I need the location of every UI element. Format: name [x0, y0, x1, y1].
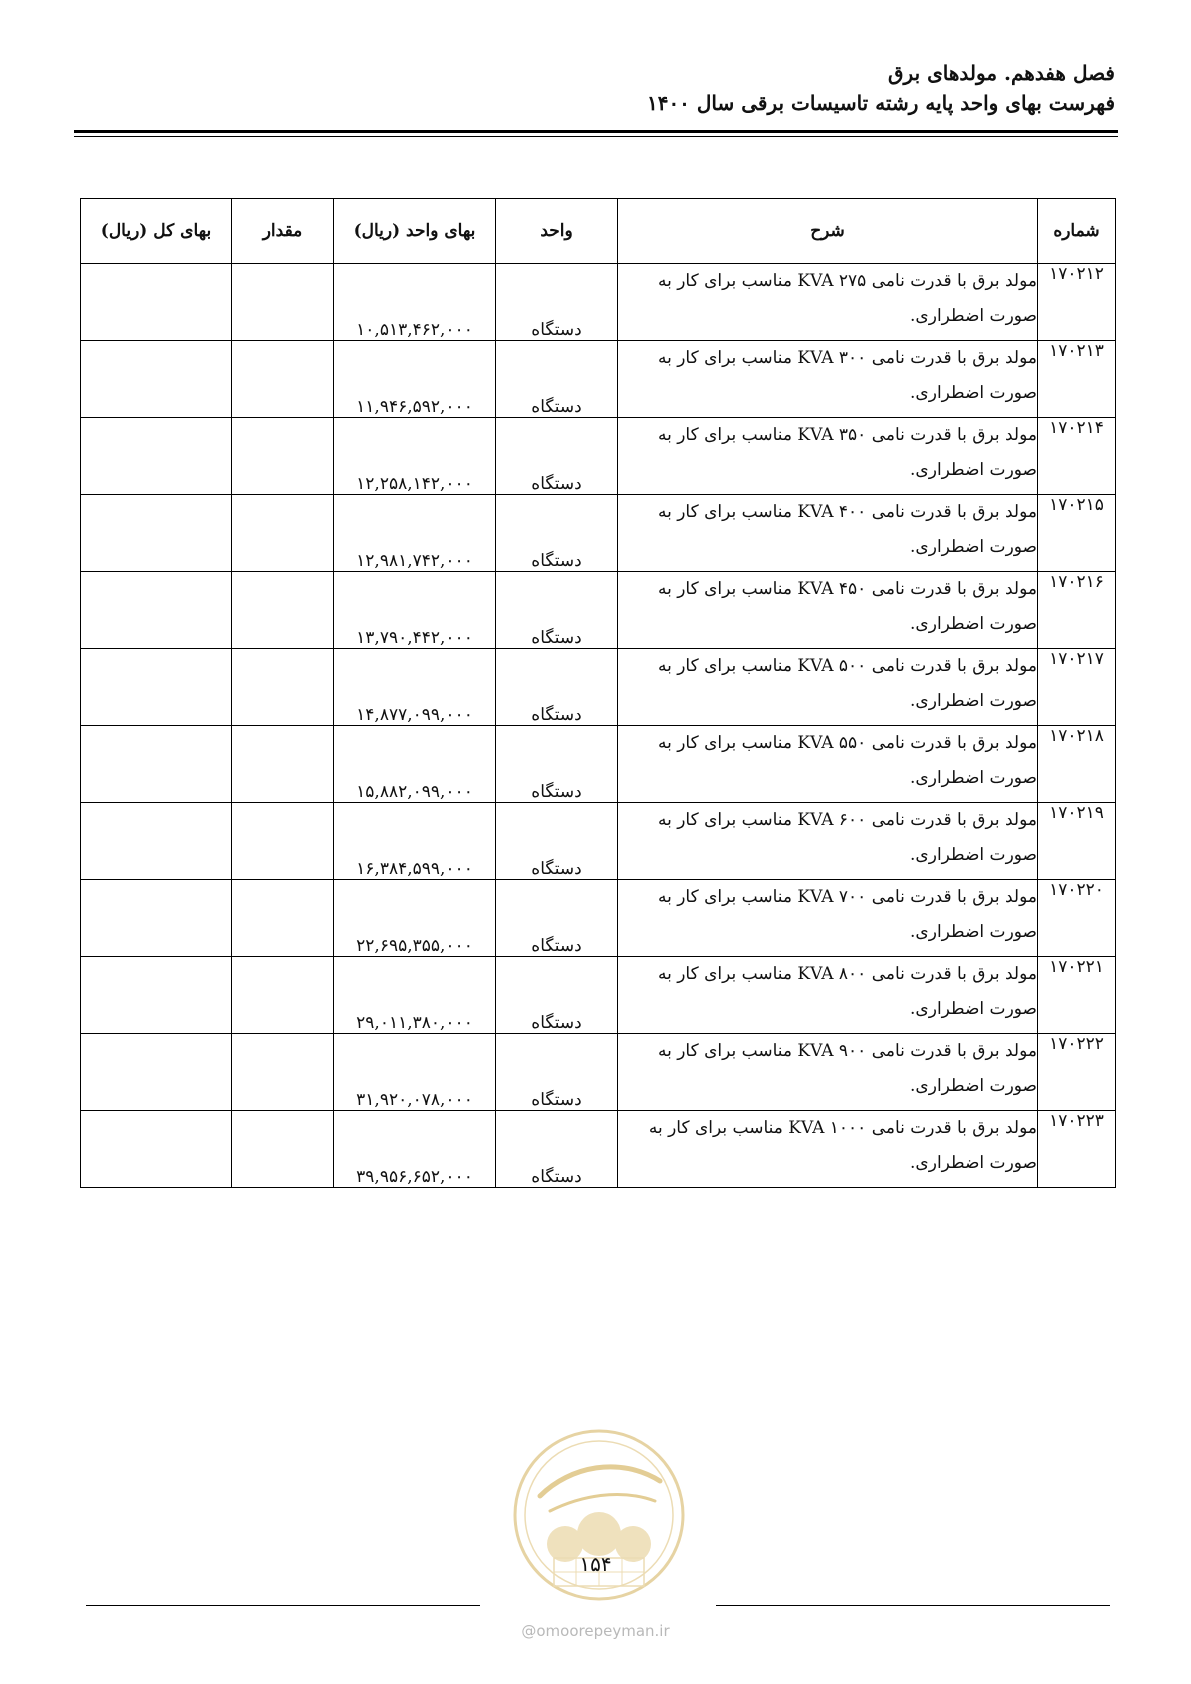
item-unit-price: ۱۰,۵۱۳,۴۶۲,۰۰۰ — [334, 264, 496, 341]
column-header-total-price: بهای کل (ریال) — [81, 199, 232, 264]
item-total-price — [81, 572, 232, 649]
item-unit: دستگاه — [496, 880, 618, 957]
table-row — [81, 1111, 1116, 1188]
item-unit: دستگاه — [496, 495, 618, 572]
table-row — [81, 649, 1116, 726]
item-quantity — [232, 803, 334, 880]
item-unit-price: ۱۲,۲۵۸,۱۴۲,۰۰۰ — [334, 418, 496, 495]
item-code: ۱۷۰۲۲۱ — [1038, 957, 1116, 1034]
item-quantity — [232, 957, 334, 1034]
item-unit: دستگاه — [496, 803, 618, 880]
item-code: ۱۷۰۲۱۶ — [1038, 572, 1116, 649]
item-unit: دستگاه — [496, 957, 618, 1034]
watermark-url: @omoorepeyman.ir — [521, 1622, 670, 1640]
item-total-price — [81, 957, 232, 1034]
table-row — [81, 264, 1116, 341]
table-row — [81, 803, 1116, 880]
item-unit: دستگاه — [496, 1111, 618, 1188]
item-unit: دستگاه — [496, 264, 618, 341]
item-code: ۱۷۰۲۱۸ — [1038, 726, 1116, 803]
item-code: ۱۷۰۲۱۵ — [1038, 495, 1116, 572]
footer-rule-right — [716, 1605, 1110, 1606]
item-unit-price: ۱۵,۸۸۲,۰۹۹,۰۰۰ — [334, 726, 496, 803]
document-subtitle: فهرست بهای واحد پایه رشته تاسیسات برقی سال ۱۴۰۰ — [646, 91, 1115, 115]
item-quantity — [232, 418, 334, 495]
item-total-price — [81, 803, 232, 880]
item-unit-price: ۳۱,۹۲۰,۰۷۸,۰۰۰ — [334, 1034, 496, 1111]
item-unit-price: ۱۱,۹۴۶,۵۹۲,۰۰۰ — [334, 341, 496, 418]
item-quantity — [232, 726, 334, 803]
item-total-price — [81, 880, 232, 957]
price-list-table — [80, 198, 1116, 1188]
table-row — [81, 726, 1116, 803]
item-description: مولد برق با قدرت نامی ۹۰۰ KVA مناسب برای کار به صورت اضطراری. — [618, 1034, 1038, 1111]
item-unit: دستگاه — [496, 1034, 618, 1111]
table-row — [81, 572, 1116, 649]
table-row — [81, 341, 1116, 418]
item-total-price — [81, 1111, 232, 1188]
item-code: ۱۷۰۲۱۲ — [1038, 264, 1116, 341]
item-description: مولد برق با قدرت نامی ۸۰۰ KVA مناسب برای کار به صورت اضطراری. — [618, 957, 1038, 1034]
item-total-price — [81, 1034, 232, 1111]
item-unit-price: ۱۴,۸۷۷,۰۹۹,۰۰۰ — [334, 649, 496, 726]
item-unit-price: ۲۲,۶۹۵,۳۵۵,۰۰۰ — [334, 880, 496, 957]
item-description: مولد برق با قدرت نامی ۴۵۰ KVA مناسب برای کار به صورت اضطراری. — [618, 572, 1038, 649]
item-description: مولد برق با قدرت نامی ۱۰۰۰ KVA مناسب برای کار به صورت اضطراری. — [618, 1111, 1038, 1188]
item-quantity — [232, 341, 334, 418]
item-unit-price: ۳۹,۹۵۶,۶۵۲,۰۰۰ — [334, 1111, 496, 1188]
chapter-title: فصل هفدهم. مولدهای برق — [888, 61, 1115, 85]
table-header-row — [81, 199, 1116, 264]
table-row — [81, 495, 1116, 572]
watermark-seal-icon — [510, 1426, 688, 1604]
item-total-price — [81, 418, 232, 495]
column-header-quantity: مقدار — [232, 199, 334, 264]
item-description: مولد برق با قدرت نامی ۷۰۰ KVA مناسب برای کار به صورت اضطراری. — [618, 880, 1038, 957]
column-header-description: شرح — [618, 199, 1038, 264]
item-code: ۱۷۰۲۱۷ — [1038, 649, 1116, 726]
item-quantity — [232, 1034, 334, 1111]
item-quantity — [232, 495, 334, 572]
item-description: مولد برق با قدرت نامی ۴۰۰ KVA مناسب برای کار به صورت اضطراری. — [618, 495, 1038, 572]
item-unit-price: ۱۲,۹۸۱,۷۴۲,۰۰۰ — [334, 495, 496, 572]
item-unit-price: ۱۳,۷۹۰,۴۴۲,۰۰۰ — [334, 572, 496, 649]
item-code: ۱۷۰۲۱۴ — [1038, 418, 1116, 495]
item-unit: دستگاه — [496, 726, 618, 803]
item-description: مولد برق با قدرت نامی ۲۷۵ KVA مناسب برای کار به صورت اضطراری. — [618, 264, 1038, 341]
page-header — [75, 58, 1115, 118]
table-row — [81, 880, 1116, 957]
item-quantity — [232, 264, 334, 341]
item-description: مولد برق با قدرت نامی ۵۵۰ KVA مناسب برای کار به صورت اضطراری. — [618, 726, 1038, 803]
item-description: مولد برق با قدرت نامی ۳۵۰ KVA مناسب برای کار به صورت اضطراری. — [618, 418, 1038, 495]
item-quantity — [232, 1111, 334, 1188]
item-code: ۱۷۰۲۱۹ — [1038, 803, 1116, 880]
page-number: ۱۵۴ — [579, 1552, 612, 1576]
item-unit: دستگاه — [496, 649, 618, 726]
table-row — [81, 957, 1116, 1034]
item-quantity — [232, 572, 334, 649]
item-unit: دستگاه — [496, 341, 618, 418]
table-row — [81, 418, 1116, 495]
item-description: مولد برق با قدرت نامی ۶۰۰ KVA مناسب برای کار به صورت اضطراری. — [618, 803, 1038, 880]
table-row — [81, 1034, 1116, 1111]
item-description: مولد برق با قدرت نامی ۵۰۰ KVA مناسب برای کار به صورت اضطراری. — [618, 649, 1038, 726]
item-code: ۱۷۰۲۲۰ — [1038, 880, 1116, 957]
item-total-price — [81, 495, 232, 572]
item-code: ۱۷۰۲۲۲ — [1038, 1034, 1116, 1111]
item-total-price — [81, 649, 232, 726]
item-total-price — [81, 264, 232, 341]
footer-rule-left — [86, 1605, 480, 1606]
header-rule-thin — [74, 136, 1118, 137]
item-unit: دستگاه — [496, 572, 618, 649]
item-total-price — [81, 341, 232, 418]
item-unit-price: ۱۶,۳۸۴,۵۹۹,۰۰۰ — [334, 803, 496, 880]
item-code: ۱۷۰۲۲۳ — [1038, 1111, 1116, 1188]
column-header-code: شماره — [1038, 199, 1116, 264]
item-unit-price: ۲۹,۰۱۱,۳۸۰,۰۰۰ — [334, 957, 496, 1034]
item-code: ۱۷۰۲۱۳ — [1038, 341, 1116, 418]
item-description: مولد برق با قدرت نامی ۳۰۰ KVA مناسب برای کار به صورت اضطراری. — [618, 341, 1038, 418]
item-quantity — [232, 880, 334, 957]
item-total-price — [81, 726, 232, 803]
header-rule-thick — [74, 130, 1118, 133]
column-header-unit: واحد — [496, 199, 618, 264]
column-header-unit-price: بهای واحد (ریال) — [334, 199, 496, 264]
item-quantity — [232, 649, 334, 726]
item-unit: دستگاه — [496, 418, 618, 495]
